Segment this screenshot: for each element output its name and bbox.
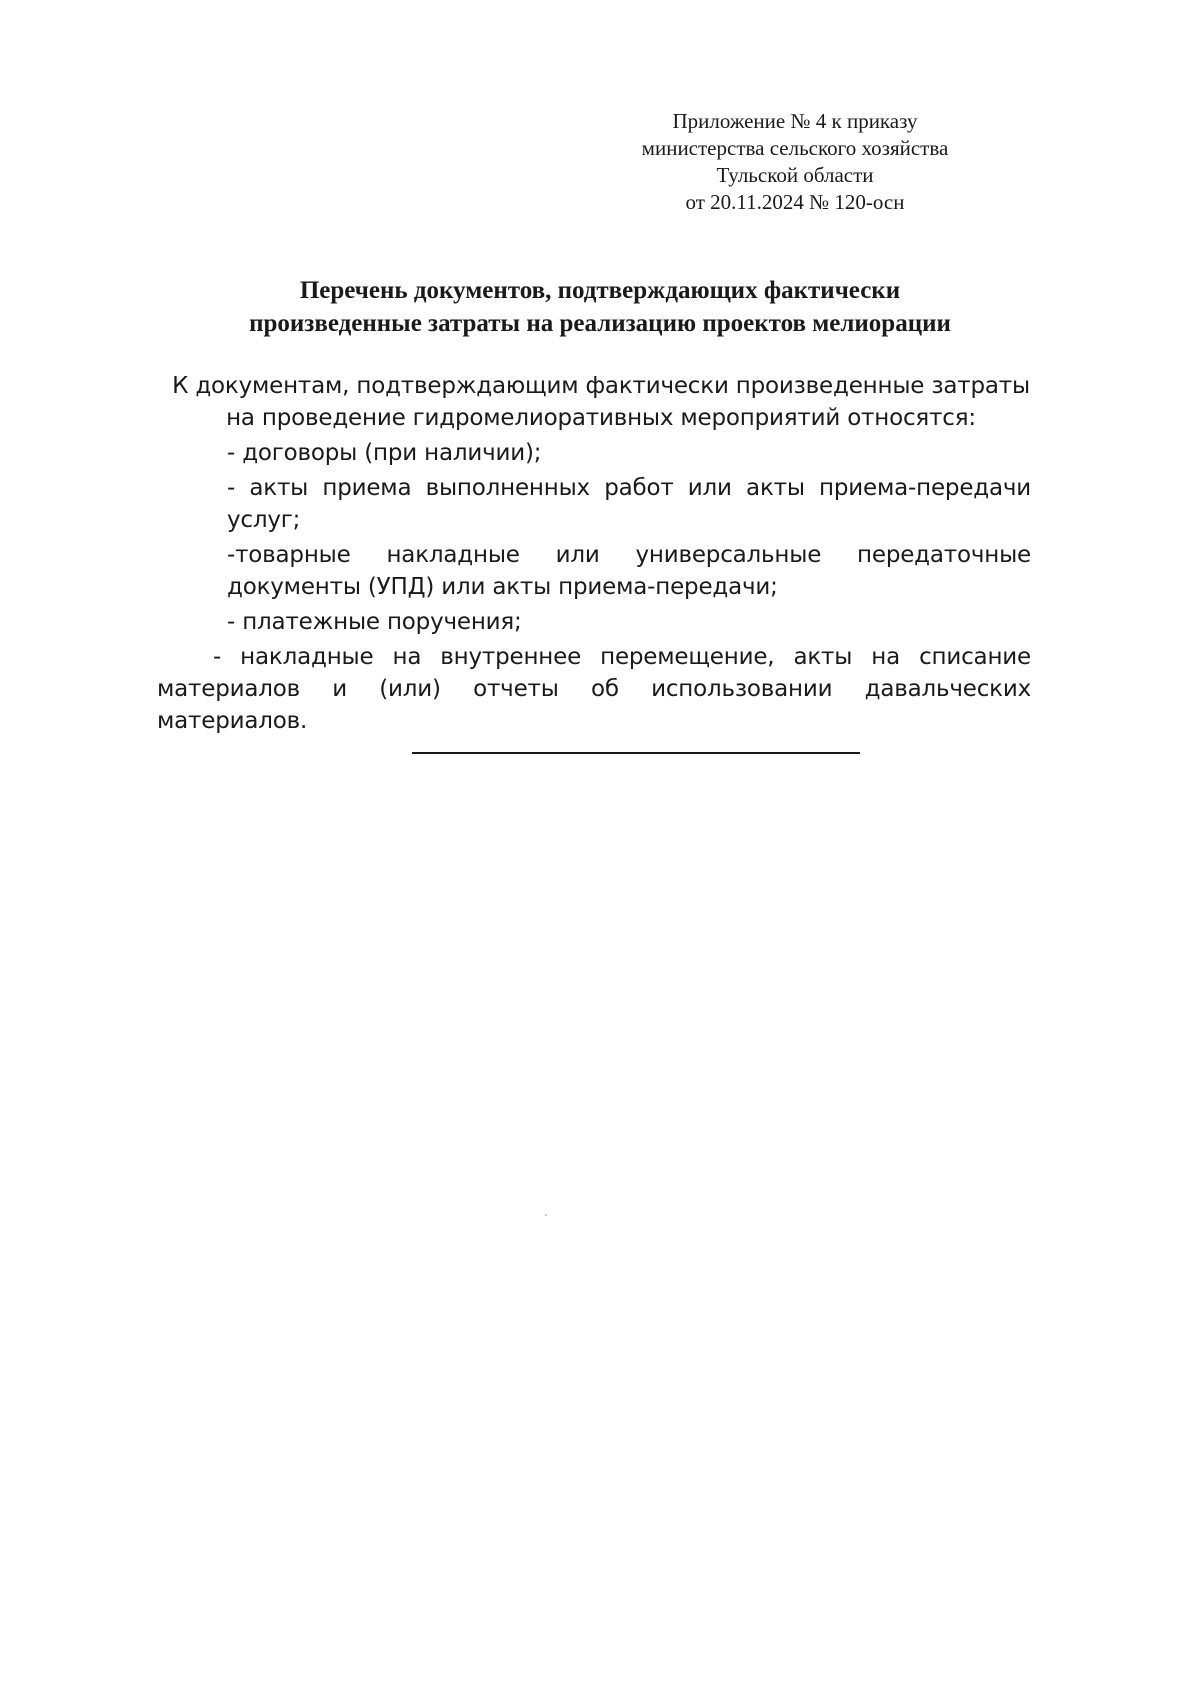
list-item-text: - акты приема выполненных работ или акты приема-передачи [227,475,1031,501]
list-item-text: - платежные поручения; [227,609,522,635]
appendix-header [560,108,1030,216]
appendix-line-4: от 20.11.2024 № 120-осн [685,190,905,214]
document-body [157,370,1031,737]
intro-paragraph [171,370,1031,434]
list-item [171,606,1031,638]
document-title-line-1: Перечень документов, подтверждающих фактически [299,277,901,304]
list-item-continuation: услуг; [227,507,301,533]
list-item [157,641,1031,737]
list-item [171,437,1031,469]
closing-separator-line [412,752,860,754]
list-item-continuation: документы (УПД) или акты приема-передачи; [227,574,778,600]
document-title [160,274,1040,340]
list-item [171,539,1031,603]
document-title-line-2: произведенные затраты на реализацию проектов мелиорации [249,310,951,337]
list-item-text: -товарные накладные или универсальные передаточные [227,542,1031,568]
list-item-text: - договоры (при наличии); [227,440,542,466]
intro-line-1: К документам, подтверждающим фактически произведенные затраты [172,373,1030,399]
list-item-text: - накладные на внутреннее перемещение, акты на списание [213,644,1031,670]
appendix-line-1: Приложение № 4 к приказу [672,109,918,133]
appendix-line-2: министерства сельского хозяйства [641,136,949,160]
scan-speck [545,1214,547,1216]
list-item [171,472,1031,536]
list-item-continuation: материалов и (или) отчеты об использовании давальческих материалов. [157,676,1031,734]
intro-line-2: на проведение гидромелиоративных мероприятий относятся: [226,405,976,431]
appendix-line-3: Тульской области [716,163,874,187]
